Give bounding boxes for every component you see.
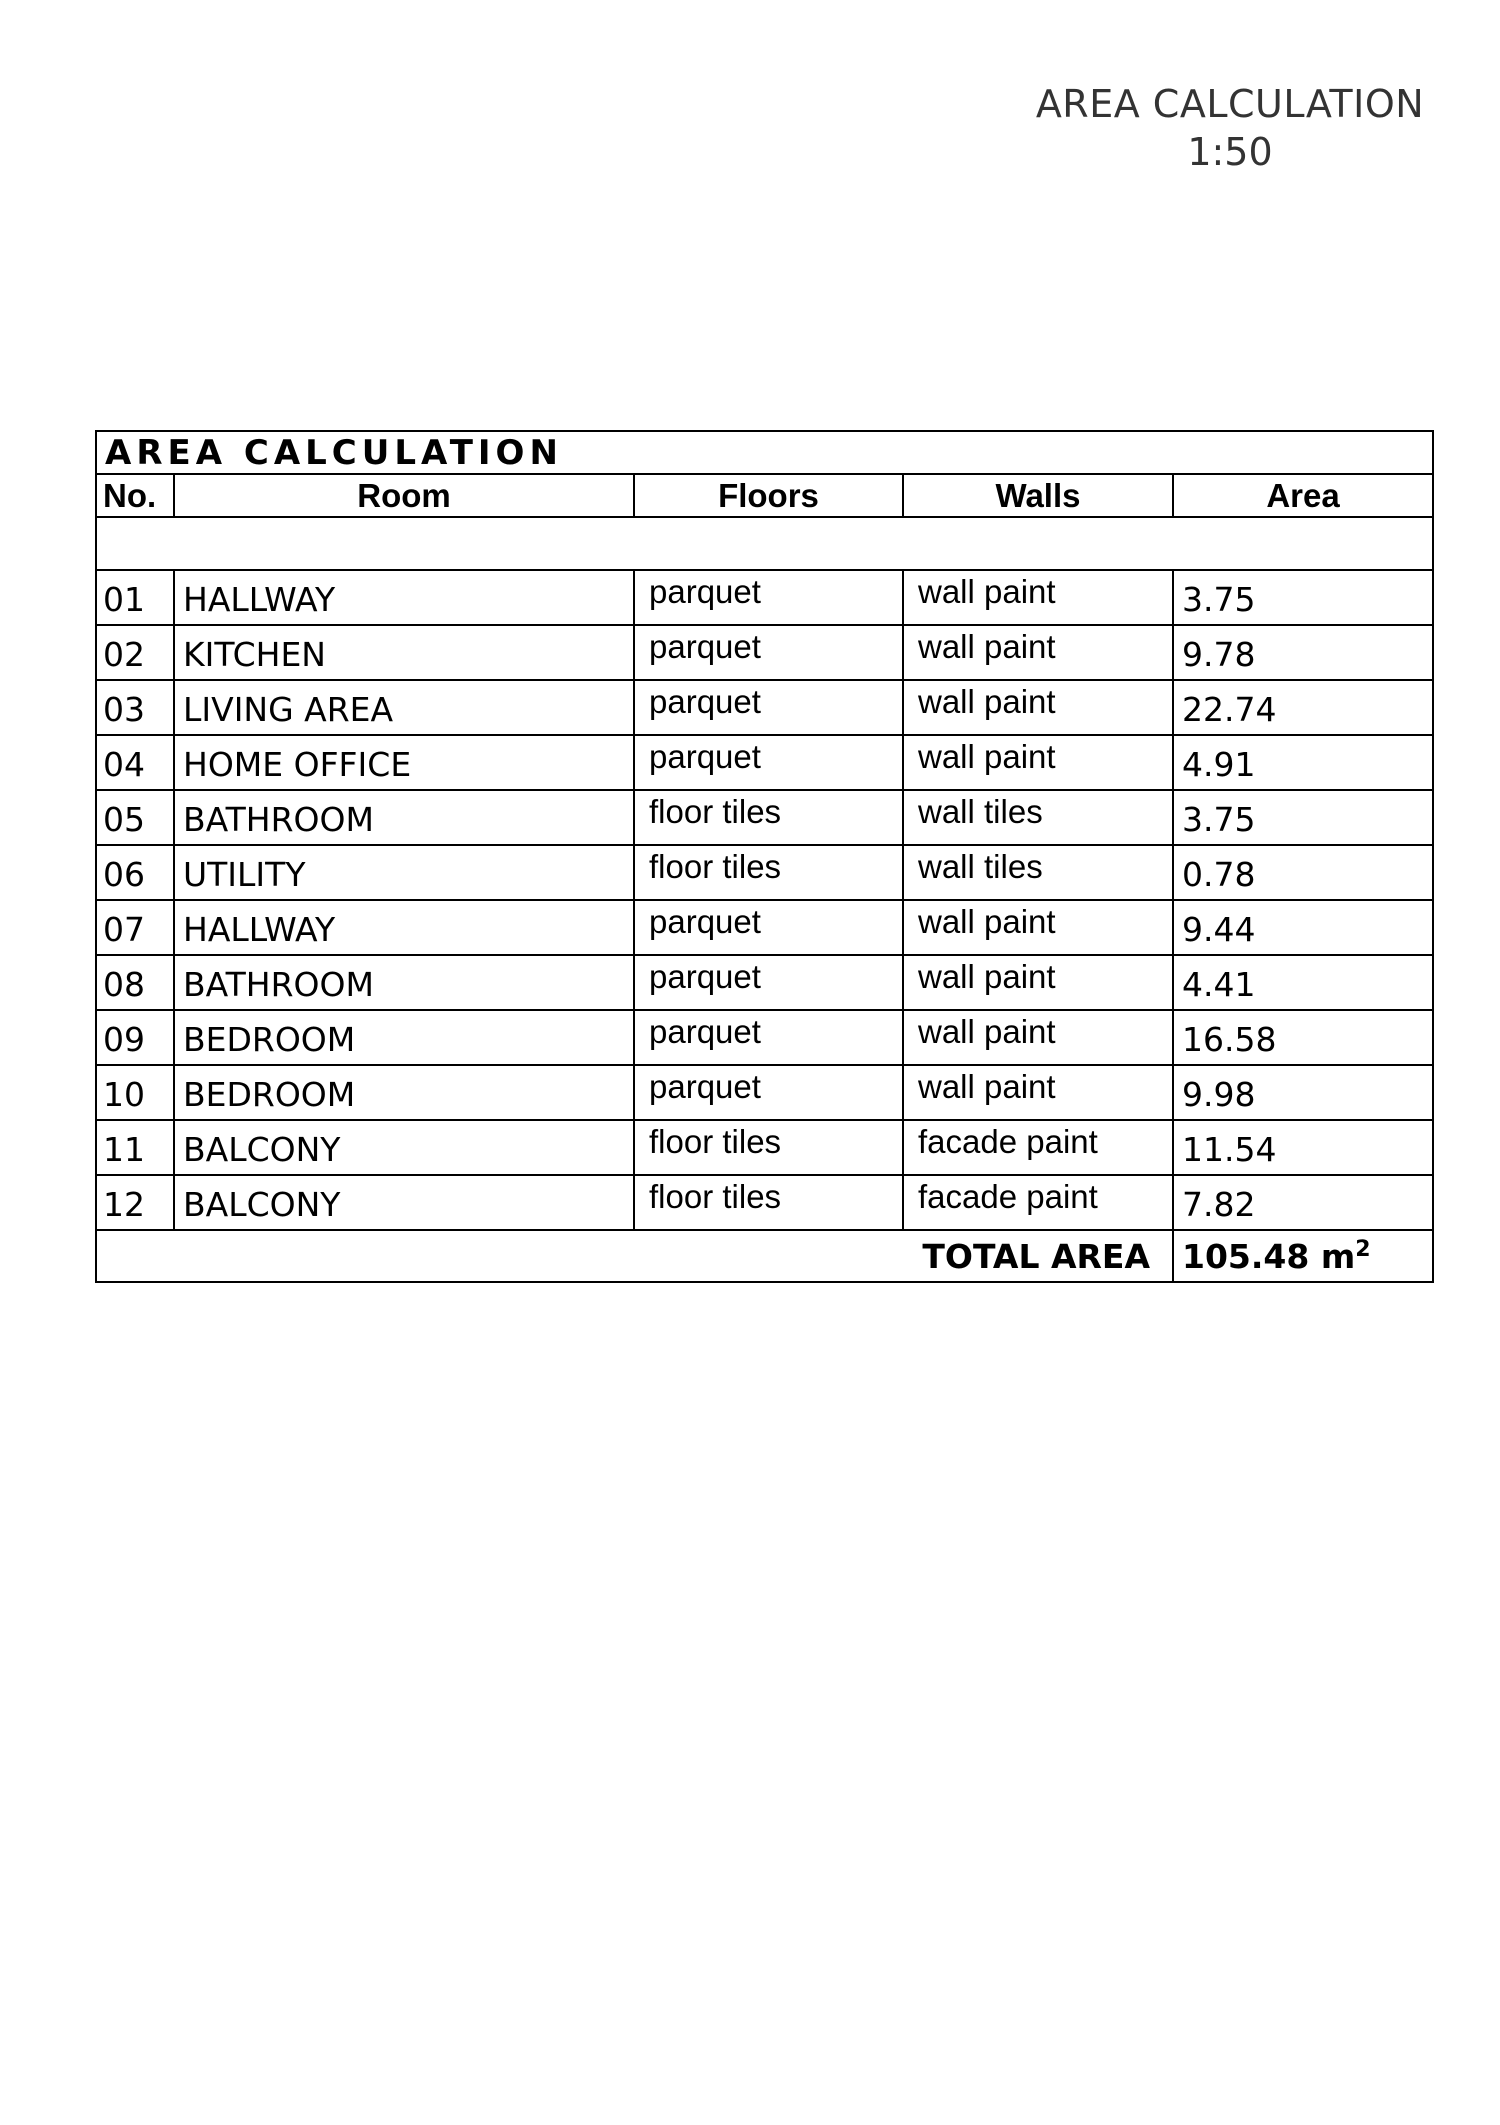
floor-finish-cell: parquet	[634, 680, 903, 735]
page-header	[1000, 80, 1460, 176]
room-number-cell: 04	[96, 735, 174, 790]
floor-finish-cell: floor tiles	[634, 1120, 903, 1175]
total-area-unit-exponent: 2	[1355, 1236, 1371, 1262]
table-row	[96, 625, 1433, 680]
column-header-no: No.	[96, 474, 174, 517]
wall-finish-cell: wall paint	[903, 955, 1173, 1010]
room-number-cell: 10	[96, 1065, 174, 1120]
spacer-cell	[96, 517, 1433, 570]
table-row	[96, 1175, 1433, 1230]
room-name-cell: BEDROOM	[174, 1065, 634, 1120]
table-row	[96, 1065, 1433, 1120]
room-number-cell: 08	[96, 955, 174, 1010]
room-number-cell: 12	[96, 1175, 174, 1230]
table-spacer-row	[96, 517, 1433, 570]
room-name-cell: BALCONY	[174, 1120, 634, 1175]
wall-finish-cell: wall paint	[903, 900, 1173, 955]
floor-finish-cell: parquet	[634, 1010, 903, 1065]
total-area-value: 105.48 m	[1182, 1236, 1356, 1276]
drawing-scale: 1:50	[1187, 130, 1273, 174]
total-area-label: TOTAL AREA	[96, 1230, 1173, 1282]
room-area-cell: 9.78	[1173, 625, 1433, 680]
table-row	[96, 680, 1433, 735]
room-name-cell: HOME OFFICE	[174, 735, 634, 790]
table-row	[96, 1010, 1433, 1065]
room-area-cell: 4.41	[1173, 955, 1433, 1010]
wall-finish-cell: wall tiles	[903, 845, 1173, 900]
room-name-cell: UTILITY	[174, 845, 634, 900]
wall-finish-cell: wall tiles	[903, 790, 1173, 845]
floor-finish-cell: floor tiles	[634, 845, 903, 900]
room-name-cell: BATHROOM	[174, 790, 634, 845]
floor-finish-cell: floor tiles	[634, 1175, 903, 1230]
room-area-cell: 0.78	[1173, 845, 1433, 900]
table-row	[96, 1120, 1433, 1175]
room-area-cell: 3.75	[1173, 790, 1433, 845]
column-header-walls: Walls	[903, 474, 1173, 517]
room-area-cell: 7.82	[1173, 1175, 1433, 1230]
room-name-cell: HALLWAY	[174, 900, 634, 955]
room-name-cell: LIVING AREA	[174, 680, 634, 735]
wall-finish-cell: wall paint	[903, 735, 1173, 790]
wall-finish-cell: wall paint	[903, 680, 1173, 735]
table-header-row	[96, 474, 1433, 517]
table-row	[96, 735, 1433, 790]
floor-finish-cell: parquet	[634, 900, 903, 955]
table-row	[96, 790, 1433, 845]
table-row	[96, 570, 1433, 625]
room-name-cell: BALCONY	[174, 1175, 634, 1230]
room-number-cell: 02	[96, 625, 174, 680]
floor-finish-cell: parquet	[634, 625, 903, 680]
room-number-cell: 01	[96, 570, 174, 625]
wall-finish-cell: wall paint	[903, 1010, 1173, 1065]
room-area-cell: 9.44	[1173, 900, 1433, 955]
floor-finish-cell: parquet	[634, 735, 903, 790]
room-number-cell: 11	[96, 1120, 174, 1175]
room-name-cell: BATHROOM	[174, 955, 634, 1010]
room-area-cell: 11.54	[1173, 1120, 1433, 1175]
column-header-room: Room	[174, 474, 634, 517]
table-row	[96, 900, 1433, 955]
room-number-cell: 05	[96, 790, 174, 845]
room-name-cell: HALLWAY	[174, 570, 634, 625]
room-number-cell: 03	[96, 680, 174, 735]
total-area-cell	[1173, 1230, 1433, 1282]
floor-finish-cell: parquet	[634, 955, 903, 1010]
room-name-cell: BEDROOM	[174, 1010, 634, 1065]
room-name-cell: KITCHEN	[174, 625, 634, 680]
room-area-cell: 4.91	[1173, 735, 1433, 790]
room-area-cell: 9.98	[1173, 1065, 1433, 1120]
table-row	[96, 955, 1433, 1010]
table-row	[96, 845, 1433, 900]
wall-finish-cell: wall paint	[903, 570, 1173, 625]
page-title: AREA CALCULATION	[1035, 82, 1425, 126]
column-header-area: Area	[1173, 474, 1433, 517]
floor-finish-cell: floor tiles	[634, 790, 903, 845]
floor-finish-cell: parquet	[634, 570, 903, 625]
wall-finish-cell: wall paint	[903, 625, 1173, 680]
room-area-cell: 16.58	[1173, 1010, 1433, 1065]
room-number-cell: 07	[96, 900, 174, 955]
wall-finish-cell: wall paint	[903, 1065, 1173, 1120]
room-area-cell: 22.74	[1173, 680, 1433, 735]
wall-finish-cell: facade paint	[903, 1120, 1173, 1175]
column-header-floors: Floors	[634, 474, 903, 517]
floor-finish-cell: parquet	[634, 1065, 903, 1120]
table-total-row	[96, 1230, 1433, 1282]
table-title-row	[96, 431, 1433, 474]
table-title: AREA CALCULATION	[96, 431, 1433, 474]
area-calculation-table	[95, 430, 1434, 1283]
room-area-cell: 3.75	[1173, 570, 1433, 625]
room-number-cell: 06	[96, 845, 174, 900]
room-number-cell: 09	[96, 1010, 174, 1065]
wall-finish-cell: facade paint	[903, 1175, 1173, 1230]
